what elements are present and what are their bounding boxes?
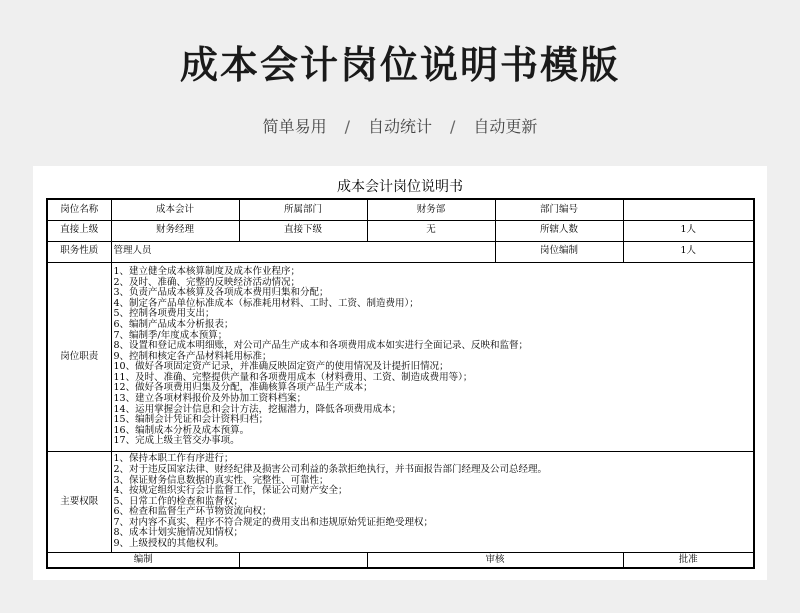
duties-list[interactable] bbox=[111, 262, 754, 451]
list-item: 3、保证财务信息数据的真实性、完整性、可靠性； bbox=[113, 474, 329, 486]
list-item: 12、做好各项费用归集及分配，准确核算各项产品生产成本； bbox=[113, 382, 373, 394]
list-item: 9、上级授权的其他权利。 bbox=[113, 538, 225, 550]
position-nature-value[interactable]: 管理人员 bbox=[111, 241, 495, 262]
department-label: 所属部门 bbox=[239, 199, 367, 220]
prepared-by-value[interactable] bbox=[239, 552, 367, 568]
staffing-label: 岗位编制 bbox=[495, 241, 623, 262]
list-item: 7、编制季/年度成本预算； bbox=[113, 329, 228, 341]
tag-separator: / bbox=[450, 117, 456, 136]
tag-auto-update: 自动更新 bbox=[473, 117, 538, 136]
list-item: 14、运用掌握会计信息和会计方法，挖掘潜力，降低各项费用成本； bbox=[113, 403, 402, 415]
duties-label: 岗位职责 bbox=[47, 262, 111, 451]
headcount-label: 所辖人数 bbox=[495, 220, 623, 241]
list-item: 16、编制成本分析及成本预算。 bbox=[113, 424, 250, 436]
document-title: 成本会计岗位说明书 bbox=[337, 179, 463, 195]
list-item: 4、按规定组织实行会计监督工作，保证公司财产安全； bbox=[113, 485, 348, 497]
list-item: 8、成本计划实施情况知情权； bbox=[113, 527, 244, 539]
list-item: 6、检查和监督生产环节物资流向权； bbox=[113, 506, 272, 518]
table-row bbox=[47, 451, 754, 552]
direct-subordinate-label: 直接下级 bbox=[239, 220, 367, 241]
tag-separator: / bbox=[344, 117, 350, 136]
table-row bbox=[47, 262, 754, 451]
tag-auto-stat: 自动统计 bbox=[367, 117, 432, 136]
list-item: 17、完成上级主管交办事项。 bbox=[113, 435, 240, 447]
list-item: 2、及时、准确、完整的反映经济活动情况； bbox=[113, 276, 301, 288]
tag-easy: 简单易用 bbox=[262, 117, 327, 136]
department-code-label: 部门编号 bbox=[495, 199, 623, 220]
list-item: 13、建立各项材料报价及外协加工资料档案； bbox=[113, 393, 307, 405]
position-nature-label: 职务性质 bbox=[47, 241, 111, 262]
list-item: 10、做好各项固定资产记录，并准确反映固定资产的使用情况及计提折旧情况； bbox=[113, 361, 449, 373]
job-title-value[interactable]: 成本会计 bbox=[111, 199, 239, 220]
list-item: 4、制定各产品单位标准成本（标准耗用材料、工时、工资、制造费用）； bbox=[113, 297, 419, 309]
list-item: 7、对内容不真实、程序不符合规定的费用支出和违规原始凭证拒绝受理权； bbox=[113, 516, 434, 528]
list-item: 5、控制各项费用支出； bbox=[113, 308, 215, 320]
list-item: 9、控制和核定各产品材料耗用标准； bbox=[113, 350, 272, 362]
staffing-value[interactable]: 1人 bbox=[623, 241, 754, 262]
direct-superior-label: 直接上级 bbox=[47, 220, 111, 241]
table-row bbox=[47, 241, 754, 262]
direct-superior-value[interactable]: 财务经理 bbox=[111, 220, 239, 241]
list-item: 15、编制会计凭证和会计资料归档； bbox=[113, 414, 269, 426]
list-item: 8、设置和登记成本明细账，对公司产品生产成本和各项费用成本如实进行全面记录、反映和监督； bbox=[113, 340, 529, 352]
list-item: 3、负责产品成本核算及各项成本费用归集和分配； bbox=[113, 287, 329, 299]
list-item: 2、对于违反国家法律、财经纪律及损害公司利益的条款拒绝执行，并书面报告部门经理及公司总经理。 bbox=[113, 463, 548, 475]
table-row bbox=[47, 199, 754, 220]
direct-subordinate-value[interactable]: 无 bbox=[367, 220, 495, 241]
prepared-by-label: 编制 bbox=[47, 552, 239, 568]
feature-tags bbox=[0, 114, 800, 137]
list-item: 1、建立健全成本核算制度及成本作业程序； bbox=[113, 265, 301, 277]
job-title-label: 岗位名称 bbox=[47, 199, 111, 220]
list-item: 6、编制产品成本分析报表； bbox=[113, 318, 234, 330]
rights-label: 主要权限 bbox=[47, 451, 111, 552]
approved-by-label: 批准 bbox=[623, 552, 754, 568]
page-title: 成本会计岗位说明书模版 bbox=[179, 43, 620, 87]
table-row bbox=[47, 552, 754, 568]
department-code-value[interactable] bbox=[623, 199, 754, 220]
list-item: 1、保持本职工作有序进行； bbox=[113, 453, 234, 465]
department-value[interactable]: 财务部 bbox=[367, 199, 495, 220]
reviewed-by-label: 审核 bbox=[367, 552, 623, 568]
rights-list[interactable] bbox=[111, 451, 754, 552]
document-sheet bbox=[33, 166, 767, 580]
table-row bbox=[47, 220, 754, 241]
list-item: 11、及时、准确、完整提供产量和各项费用成本（材料费用、工资、制造成费用等）； bbox=[113, 371, 473, 383]
job-description-table bbox=[46, 198, 755, 569]
headcount-value[interactable]: 1人 bbox=[623, 220, 754, 241]
list-item: 5、日常工作的检查和监督权； bbox=[113, 495, 244, 507]
